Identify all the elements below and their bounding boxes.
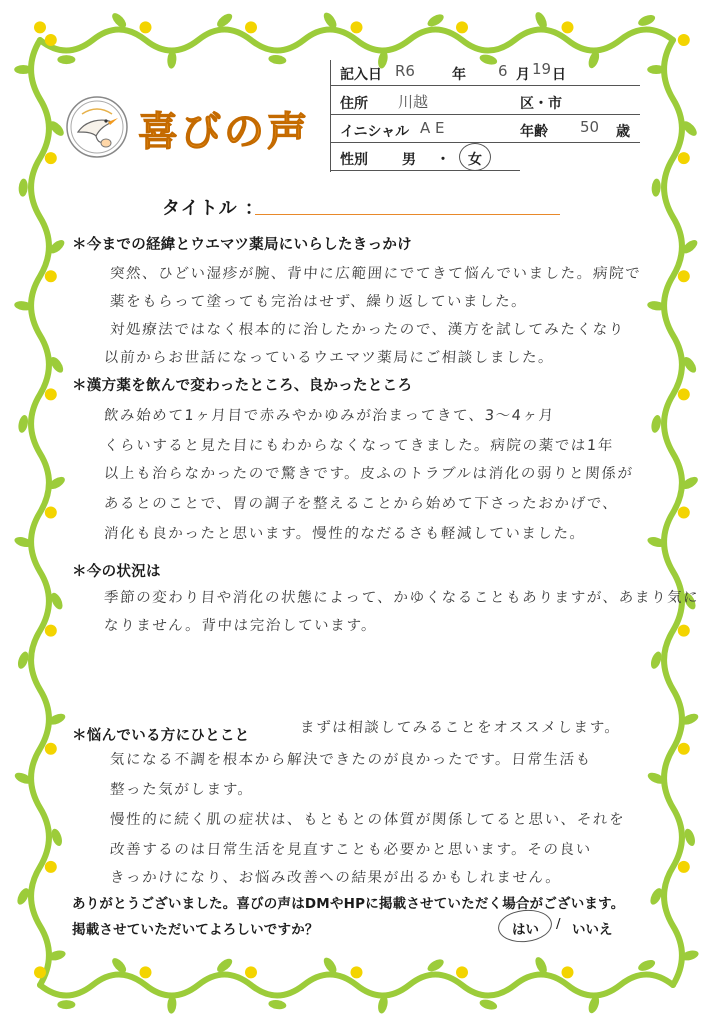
date-era: R6 xyxy=(395,62,415,80)
month-unit: 月 xyxy=(516,67,530,83)
yellow-dot xyxy=(678,152,690,164)
age-unit: 歳 xyxy=(616,124,630,140)
vine-leaf xyxy=(478,998,498,1012)
answer-2-line-3: 以上も治らなかったので驚きです。皮ふのトラブルは消化の弱りと関係が xyxy=(103,466,635,482)
date-day: 19 xyxy=(532,60,552,78)
yellow-dot xyxy=(678,861,690,873)
yellow-dot xyxy=(45,743,57,755)
gender-selected-circle xyxy=(459,143,491,171)
question-1: ＊今までの経緯とウエマツ薬局にいらしたきっかけ xyxy=(72,237,412,253)
yellow-dot xyxy=(678,743,690,755)
yellow-dot xyxy=(562,966,574,978)
vine-leaf xyxy=(647,65,665,74)
yellow-dot xyxy=(45,507,57,519)
answer-1-line-2: 薬をもらって塗っても完治はせず、繰り返していました。 xyxy=(109,294,528,310)
vine-leaf xyxy=(637,958,657,973)
yellow-dot xyxy=(678,388,690,400)
footer-thanks: ありがとうございました。喜びの声はDMやHPに掲載させていただく場合がございます。 xyxy=(72,896,625,912)
yellow-dot xyxy=(45,270,57,282)
yellow-dot xyxy=(245,966,257,978)
vine-leaf xyxy=(478,53,498,67)
yellow-dot xyxy=(678,625,690,637)
yellow-dot xyxy=(351,21,363,33)
yellow-dot xyxy=(34,966,46,978)
day-unit: 日 xyxy=(552,67,566,83)
yellow-dot xyxy=(45,388,57,400)
date-label: 記入日 xyxy=(340,67,382,83)
age-label: 年齢 xyxy=(520,124,548,140)
year-unit: 年 xyxy=(452,67,466,83)
yellow-dot xyxy=(140,21,152,33)
vine-leaf xyxy=(268,999,287,1010)
vine-leaf xyxy=(426,957,446,974)
page-title: 喜びの声 xyxy=(138,109,310,155)
initials-label: イニシャル xyxy=(340,124,410,140)
vine-leaf xyxy=(268,54,287,65)
title-field-label: タイトル ： xyxy=(162,198,264,219)
question-3: ＊今の状況は xyxy=(72,564,161,580)
initials-value: A E xyxy=(420,119,445,137)
answer-2-line-1: 飲み始めて1ヶ月目で赤みやかゆみが治まってきて、3〜4ヶ月 xyxy=(103,408,556,424)
gender-label: 性別 xyxy=(340,152,368,168)
vine-leaf xyxy=(650,414,663,433)
consent-slash: / xyxy=(556,916,561,932)
consent-no-option[interactable]: いいえ xyxy=(572,922,613,938)
age-value: 50 xyxy=(580,118,600,136)
yellow-dot xyxy=(245,21,257,33)
address-label: 住所 xyxy=(340,96,368,112)
answer-2-line-2: くらいすると見た目にもわからなくなってきました。病院の薬では1年 xyxy=(103,438,615,454)
vine-leaf xyxy=(637,13,657,28)
yellow-dot xyxy=(456,966,468,978)
vine-leaf xyxy=(57,1000,75,1009)
answer-4-line-5: きっかけになり、お悩み改善への結果が出るかもしれません。 xyxy=(109,870,563,886)
footer-consent-question: 掲載させていただいてよろしいですか？ xyxy=(72,922,319,938)
yellow-dot xyxy=(45,861,57,873)
date-month: 6 xyxy=(498,62,508,80)
answer-4-line-1: 気になる不調を根本から解決できたのが良かったです。日常生活も xyxy=(109,752,593,768)
vine-leaf xyxy=(17,414,30,433)
gender-separator: ・ xyxy=(436,152,450,168)
vine-leaf xyxy=(14,65,32,74)
gender-female: 女 xyxy=(468,152,482,168)
consent-yes-option[interactable]: はい xyxy=(512,922,539,938)
answer-4-inline: まずは相談してみることをオススメします。 xyxy=(299,720,622,736)
answer-2-line-5: 消化も良かったと思います。慢性的なだるさも軽減していました。 xyxy=(103,526,587,542)
question-4: ＊悩んでいる方にひとこと xyxy=(72,728,250,744)
yellow-dot xyxy=(45,34,57,46)
yellow-dot xyxy=(140,966,152,978)
answer-1-line-4: 以前からお世話になっているウエマツ薬局にご相談しました。 xyxy=(103,350,555,366)
vine-leaf xyxy=(57,55,75,64)
answer-1-line-1: 突然、ひどい湿疹が腕、背中に広範囲にでてきて悩んでいました。病院で xyxy=(109,266,642,282)
answer-4-line-2: 整った気がします。 xyxy=(109,782,255,798)
vine-leaf xyxy=(426,12,446,29)
address-value: 川越 xyxy=(398,93,429,111)
answer-1-line-3: 対処療法ではなく根本的に治したかったので、漢方を試してみたくなり xyxy=(109,322,626,338)
answer-3-line-1: 季節の変わり目や消化の状態によって、かゆくなることもありますが、あまり気に xyxy=(103,590,700,606)
answer-4-line-4: 改善するのは日常生活を見直すことも必要かと思います。その良い xyxy=(109,842,593,858)
yellow-dot xyxy=(562,21,574,33)
yellow-dot xyxy=(678,270,690,282)
yellow-dot xyxy=(45,625,57,637)
answer-3-line-2: なりません。背中は完治しています。 xyxy=(103,618,378,634)
yellow-dot xyxy=(45,152,57,164)
gender-male: 男 xyxy=(402,152,416,168)
yellow-dot xyxy=(678,34,690,46)
question-2: ＊漢方薬を飲んで変わったところ、良かったところ xyxy=(72,378,413,394)
yellow-dot xyxy=(456,21,468,33)
yellow-dot xyxy=(34,21,46,33)
answer-2-line-4: あるとのことで、胃の調子を整えることから始めて下さったおかげで、 xyxy=(103,496,620,512)
yellow-dot xyxy=(678,507,690,519)
address-unit: 区・市 xyxy=(520,96,562,112)
stork-logo-icon xyxy=(62,92,132,162)
yellow-dot xyxy=(351,966,363,978)
vine-leaf xyxy=(18,178,28,197)
vine-leaf xyxy=(651,178,661,197)
answer-4-line-3: 慢性的に続く肌の症状は、もともとの体質が関係してると思い、それを xyxy=(109,812,626,828)
title-field-underline xyxy=(255,214,560,215)
